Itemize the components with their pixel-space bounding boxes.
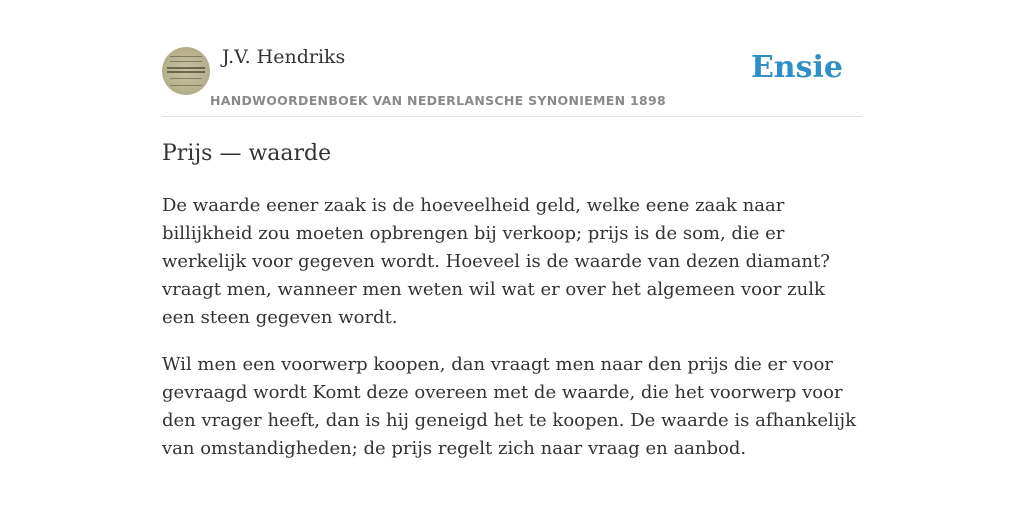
author-name[interactable]: J.V. Hendriks <box>222 46 346 68</box>
cover-line <box>167 67 205 69</box>
book-cover-icon[interactable] <box>162 47 210 95</box>
entry-content <box>162 192 862 482</box>
cover-line <box>170 85 202 86</box>
cover-line <box>167 71 205 73</box>
paragraph: De waarde eener zaak is de hoeveelheid geld, welke eene zaak naar billijkheid zou moeten opbrengen bij verkoop; prijs is de som, die er werkelijk voor gegeven wordt. Hoeveel is de waarde van dezen diamant? vraagt men, wanneer men weten wil wat er over het algemeen voor zulk een steen gegeven wordt. <box>162 195 830 328</box>
cover-line <box>170 56 202 57</box>
brand-logo[interactable]: Ensie <box>750 50 843 85</box>
entry-header <box>162 46 862 117</box>
paragraph: Wil men een voorwerp koopen, dan vraagt men naar den prijs die er voor gevraagd wordt Komt deze overeen met de waarde, die het voorwerp voor den vrager heeft, dan is hij geneigd het te koopen. De waarde is afhankelijk van omstandigheden; de prijs regelt zich naar vraag en aanbod. <box>162 354 856 459</box>
source-title[interactable]: HANDWOORDENBOEK VAN NEDERLANSCHE SYNONIEMEN 1898 <box>210 93 667 108</box>
cover-line <box>170 78 202 79</box>
cover-line <box>170 61 202 62</box>
entry-title: Prijs — waarde <box>162 141 332 166</box>
